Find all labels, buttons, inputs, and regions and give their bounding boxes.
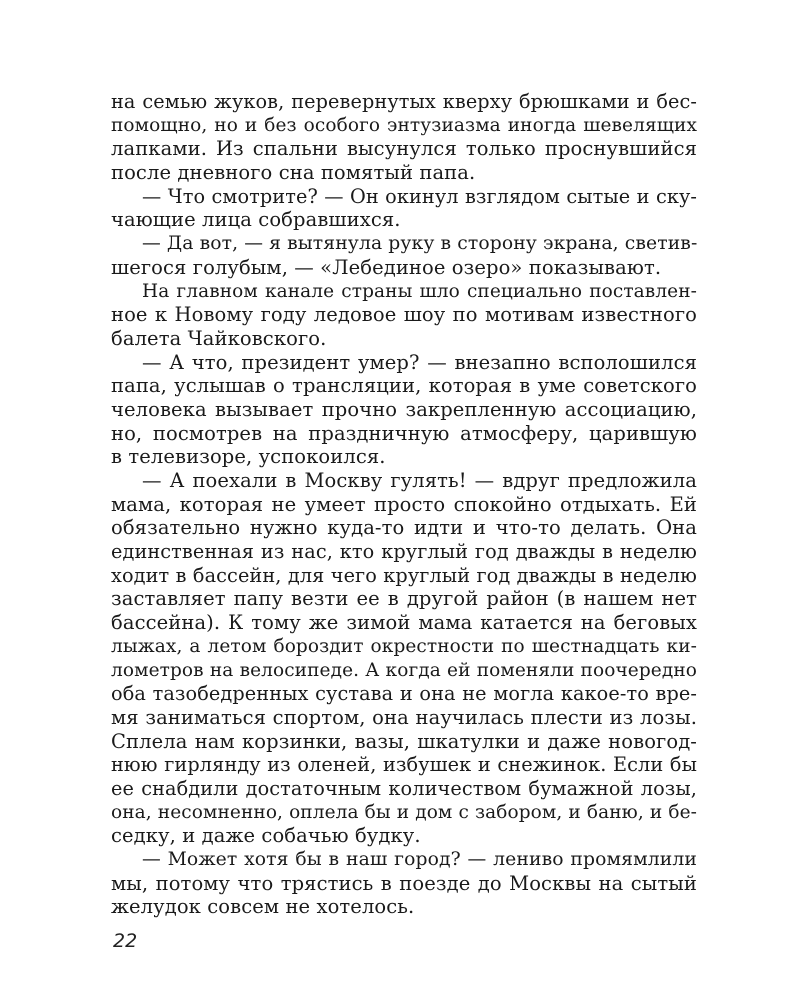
text-line: она, несомненно, оплела бы и дом с забором, и баню, и бе- bbox=[111, 801, 697, 823]
text-line: ее снабдили достаточным количеством бумажной лозы, bbox=[111, 776, 697, 800]
text-line: — А поехали в Москву гулять! — вдруг предложила bbox=[142, 469, 697, 492]
text-line: нюю гирлянду из оленей, избушек и снежинок. Если бы bbox=[111, 753, 697, 777]
text-line: мы, потому что трястись в поезде до Москвы на сытый bbox=[111, 871, 697, 895]
text-line: лапками. Из спальни высунулся только проснувшийся bbox=[111, 137, 697, 161]
text-line: человека вызывает прочно закрепленную ассоциацию, bbox=[111, 397, 697, 421]
text-line: — Может хотя бы в наш город? — лениво промямлили bbox=[142, 849, 697, 870]
text-line: мя заниматься спортом, она научилась плести из лозы. bbox=[111, 705, 697, 729]
text-line: — А что, президент умер? — внезапно всполошился bbox=[142, 350, 697, 374]
text-line: в телевизоре, успокоился. bbox=[111, 445, 386, 469]
text-line: единственная из нас, кто круглый год дважды в неделю bbox=[111, 540, 697, 564]
text-line: оба тазобедренных сустава и она не могла какое-то вре- bbox=[111, 682, 697, 706]
text-line: чающие лица собравшихся. bbox=[111, 208, 401, 232]
text-line: лометров на велосипеде. А когда ей поменяли поочередно bbox=[111, 659, 697, 681]
text-line: Сплела нам корзинки, вазы, шкатулки и даже новогод- bbox=[111, 729, 697, 753]
text-line: после дневного сна помятый папа. bbox=[111, 161, 476, 185]
text-line: ходит в бассейн, для чего круглый год дважды в неделю bbox=[111, 563, 697, 587]
text-line: шегося голубым, — «Лебединое озеро» показывают. bbox=[111, 255, 662, 279]
text-line: бассейна). К тому же зимой мама катается на беговых bbox=[111, 611, 697, 635]
text-line: — Да вот, — я вытянула руку в сторону экрана, светив- bbox=[142, 233, 698, 255]
text-line: папа, услышав о трансляции, которая в уме советского bbox=[111, 374, 697, 398]
text-line: но, посмотрев на праздничную атмосферу, царившую bbox=[111, 421, 697, 445]
page-number: 22 bbox=[113, 930, 138, 952]
text-line: балета Чайковского. bbox=[111, 326, 327, 350]
text-line: лыжах, а летом бороздит окрестности по шестнадцать ки- bbox=[111, 635, 697, 657]
text-line: обязательно нужно куда-то идти и что-то делать. Она bbox=[111, 516, 697, 540]
body-text bbox=[111, 90, 697, 919]
text-line: желудок совсем не хотелось. bbox=[111, 895, 415, 919]
text-line: седку, и даже собачью будку. bbox=[111, 824, 421, 848]
text-line: — Что смотрите? — Он окинул взглядом сытые и ску- bbox=[142, 184, 697, 208]
text-line: помощно, но и без особого энтузиазма иногда шевелящих bbox=[111, 114, 697, 136]
text-line: мама, которая не умеет просто спокойно отдыхать. Ей bbox=[111, 492, 697, 516]
text-line: ное к Новому году ледовое шоу по мотивам известного bbox=[111, 303, 697, 327]
text-line: На главном канале страны шло специально поставлен- bbox=[142, 280, 697, 302]
text-line: заставляет папу везти ее в другой район (в нашем нет bbox=[111, 587, 697, 611]
text-line: на семью жуков, перевернутых кверху брюшками и бес- bbox=[111, 90, 697, 113]
